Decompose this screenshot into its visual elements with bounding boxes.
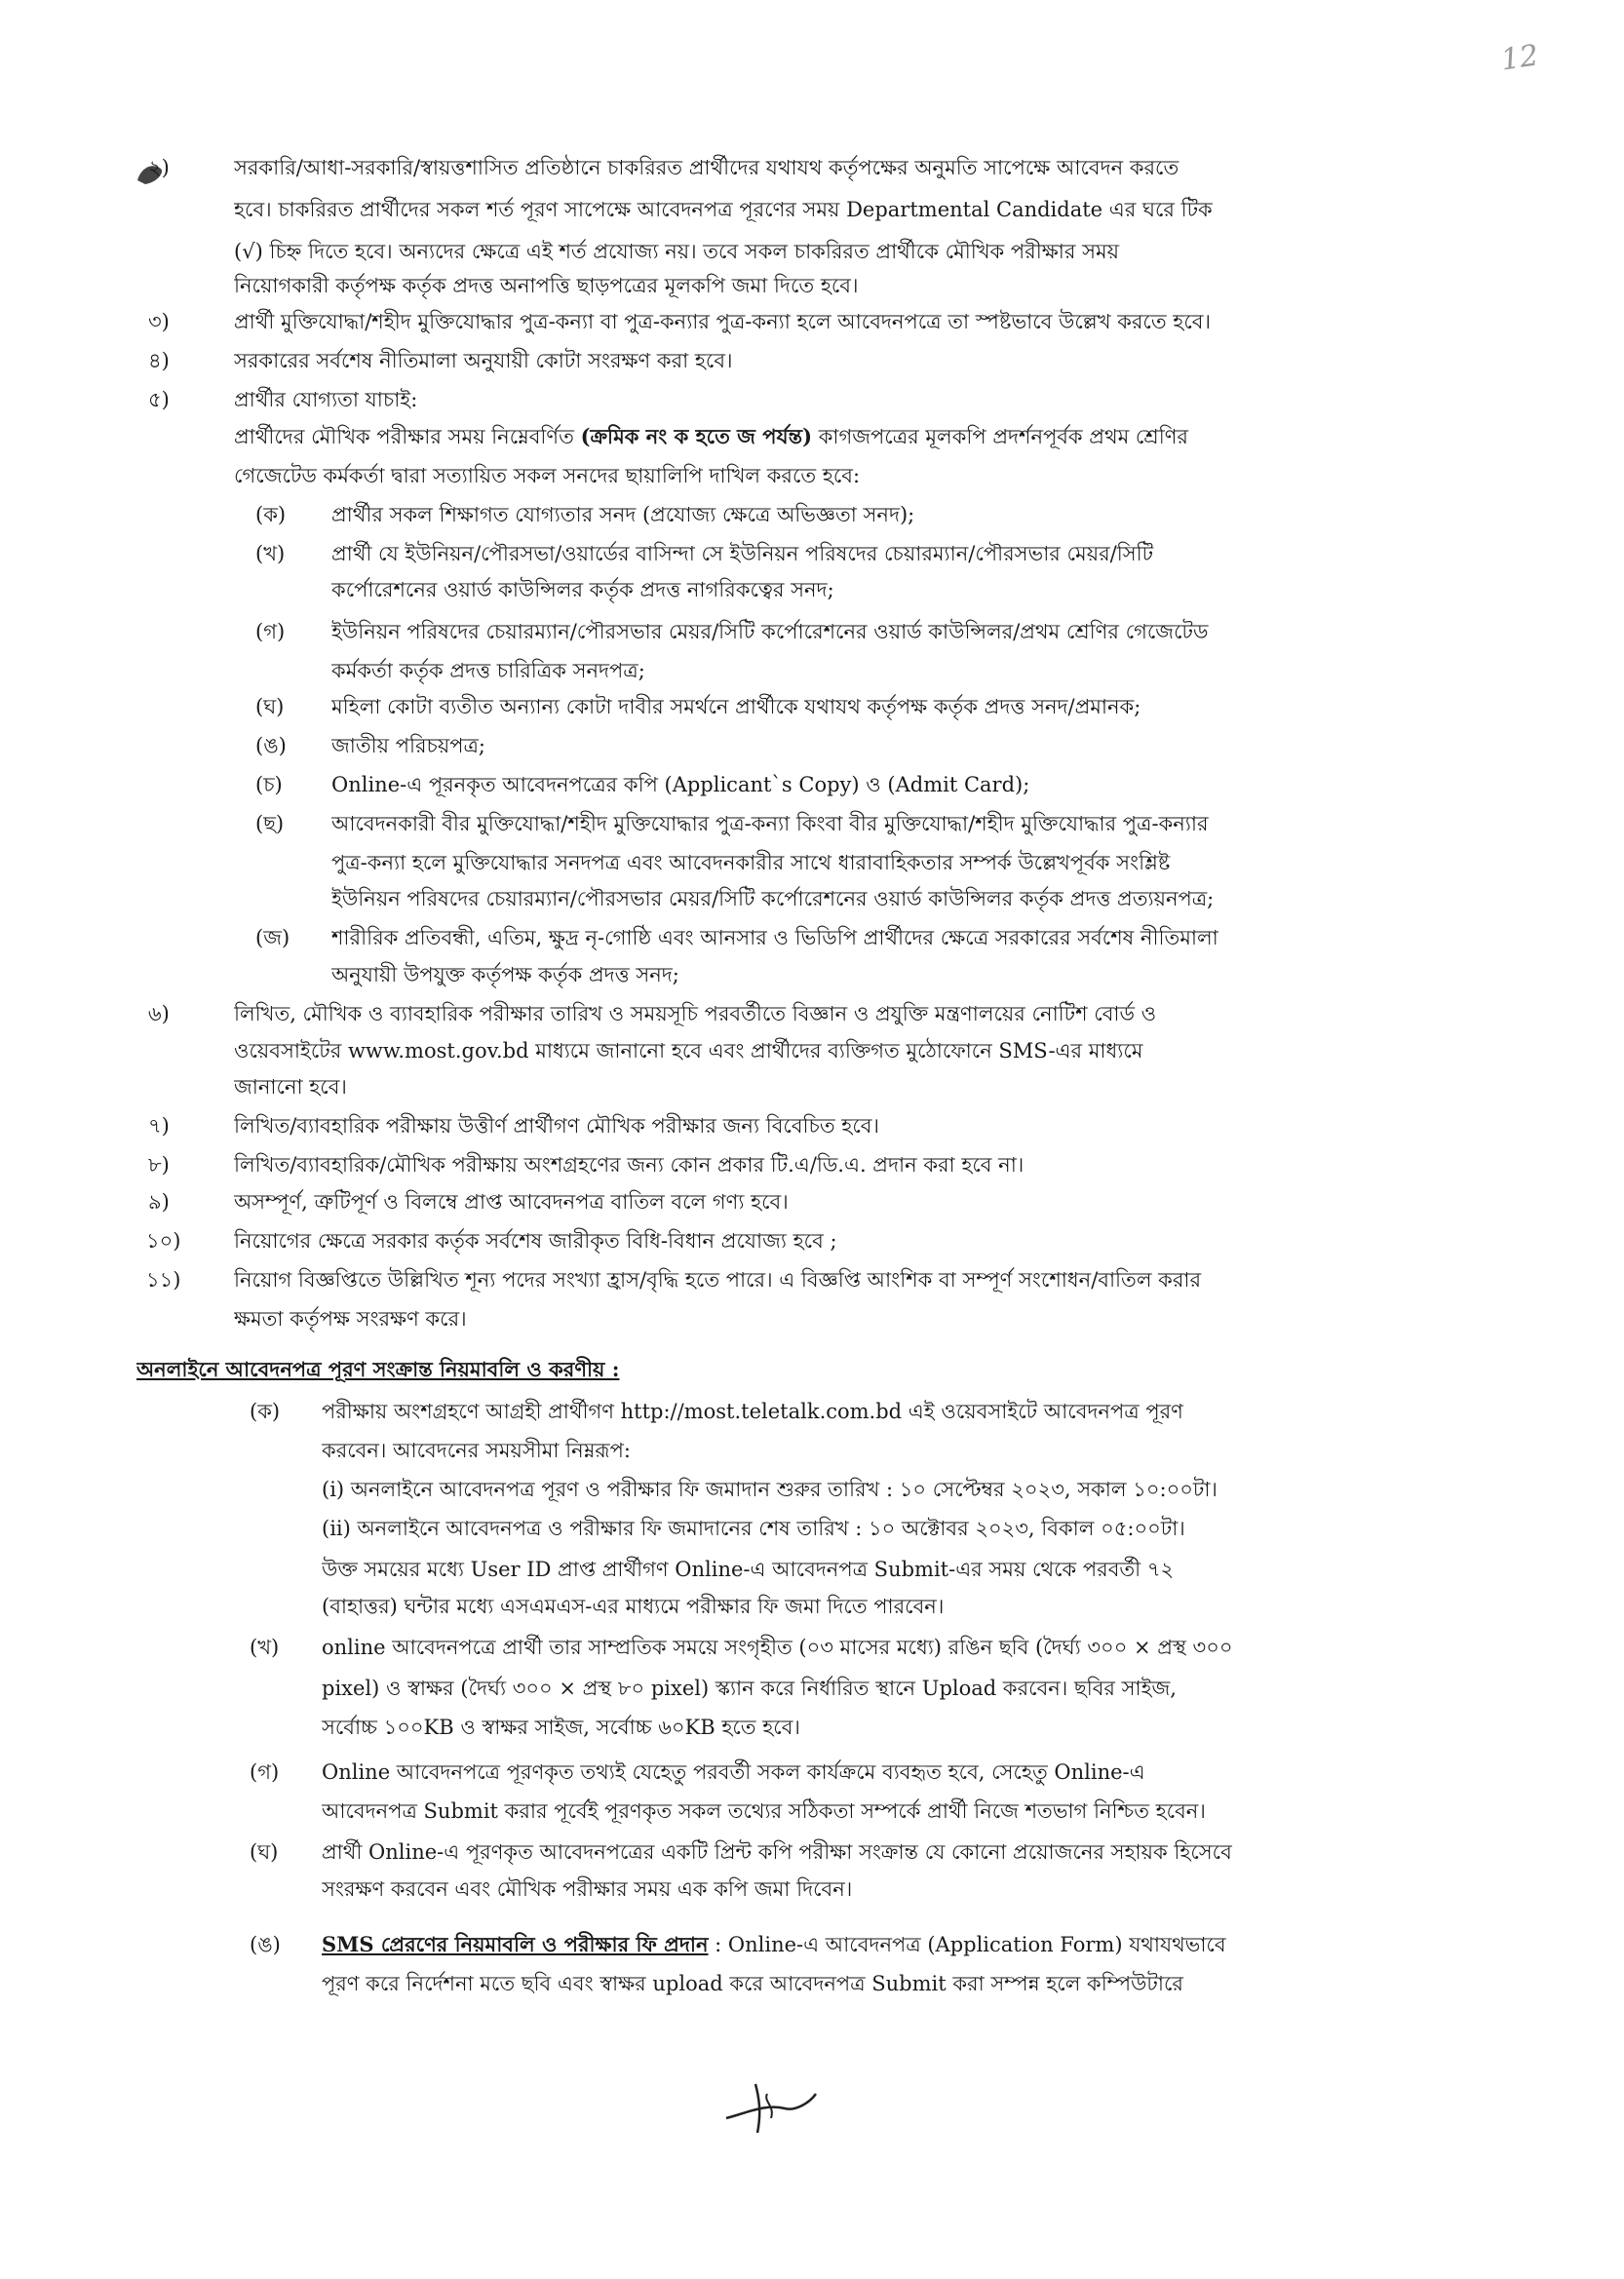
subitem-ja: (জ) শারীরিক প্রতিবন্ধী, এতিম, ক্ষুদ্র নৃ-গোষ্ঠি এবং আনসার ও ভিডিপি প্রার্থীদের ক্ষেত্রে সরকারের সর্বশেষ নীতিমালা — [255, 926, 1218, 949]
sms-rules-heading: SMS প্রেরণের নিয়মাবলি ও পরীক্ষার ফি প্রদান — [322, 1932, 709, 1956]
item-9: ৯) অসম্পূর্ণ, ত্রুটিপূর্ণ ও বিলম্বে প্রাপ্ত আবেদনপত্র বাতিল বলে গণ্য হবে। — [148, 1190, 789, 1214]
item-2-line-4: নিয়োগকারী কর্তৃপক্ষ কর্তৃক প্রদত্ত অনাপত্তি ছাড়পত্রের মূলকপি জমা দিতে হবে। — [234, 274, 859, 297]
online-item-uma-sms: (ঙ) SMS প্রেরণের নিয়মাবলি ও পরীক্ষার ফি প্রদান : Online-এ আবেদনপত্র (Application Form) যথাযথভাবে — [250, 1932, 1226, 1956]
item-5: ৫) প্রার্থীর যোগ্যতা যাচাই: — [148, 388, 418, 411]
subitem-gha: (ঘ) মহিলা কোটা ব্যতীত অন্যান্য কোটা দাবীর সমর্থনে প্রার্থীকে যথাযথ কর্তৃপক্ষ কর্তৃক প্রদত্ত সনদ/প্রমানক; — [255, 695, 1141, 718]
online-item-kha: (খ) online আবেদনপত্রে প্রার্থী তার সাম্প্রতিক সময়ে সংগৃহীত (০৩ মাসের মধ্যে) রঙিন ছবি (দৈর্ঘ্য ৩০০ × প্রস্থ ৩০০ — [250, 1636, 1233, 1659]
item-8: ৮) লিখিত/ব্যাবহারিক/মৌখিক পরীক্ষায় অংশগ্রহণের জন্য কোন প্রকার টি.এ/ডি.এ. প্রদান করা হবে না। — [148, 1153, 1025, 1177]
item-2-line-2: হবে। চাকরিরত প্রার্থীদের সকল শর্ত পূরণ সাপেক্ষে আবেদনপত্র পূরণের সময় Departmental Candidate এর ঘরে টিক — [234, 198, 1213, 221]
item-text: সরকারি/আধা-সরকারি/স্বায়ত্তশাসিত প্রতিষ্ঠানে চাকরিরত প্রার্থীদের যথাযথ কর্তৃপক্ষের অনুমতি সাপেক্ষে আবেদন করতে — [234, 156, 1179, 179]
subitem-uma: (ঙ) জাতীয় পরিচয়পত্র; — [255, 734, 485, 757]
online-item-ka: (ক) পরীক্ষায় অংশগ্রহণে আগ্রহী প্রার্থীগণ http://most.teletalk.com.bd এই ওয়েবসাইটে আবেদনপত্র পূরণ — [250, 1400, 1183, 1423]
subitem-cha: (চ) Online-এ পূরনকৃত আবেদনপত্রের কপি (Applicant`s Copy) ও (Admit Card); — [255, 773, 1030, 796]
item-number: ২) — [148, 156, 170, 179]
subitem-ka: (ক) প্রার্থীর সকল শিক্ষাগত যোগ্যতার সনদ (প্রযোজ্য ক্ষেত্রে অভিজ্ঞতা সনদ); — [255, 503, 915, 526]
item-11: ১১) নিয়োগ বিজ্ঞপ্তিতে উল্লিখিত শূন্য পদের সংখ্যা হ্রাস/বৃদ্ধি হতে পারে। এ বিজ্ঞপ্তি আংশিক বা সম্পূর্ণ সংশোধন/বাতিল করার — [146, 1268, 1202, 1292]
item-6: ৬) লিখিত, মৌখিক ও ব্যাবহারিক পরীক্ষার তারিখ ও সময়সূচি পরবর্তীতে বিজ্ঞান ও প্রযুক্তি মন্ত্রণালয়ের নোটিশ বোর্ড ও — [148, 1002, 1157, 1025]
signature-mark-icon — [716, 2065, 824, 2143]
item-2-line-1 — [0, 148, 1624, 187]
item-10: ১০) নিয়োগের ক্ষেত্রে সরকার কর্তৃক সর্বশেষ জারীকৃত বিধি-বিধান প্রযোজ্য হবে ; — [146, 1229, 837, 1253]
page-corner-mark: 12 — [1498, 38, 1541, 78]
item-3: ৩) প্রার্থী মুক্তিযোদ্ধা/শহীদ মুক্তিযোদ্ধার পুত্র-কন্যা বা পুত্র-কন্যার পুত্র-কন্যা হলে আবেদনপত্রে তা স্পষ্টভাবে উল্লেখ করতে হবে। — [148, 310, 1211, 333]
subitem-ga: (গ) ইউনিয়ন পরিষদের চেয়ারম্যান/পৌরসভার মেয়র/সিটি কর্পোরেশনের ওয়ার্ড কাউন্সিলর/প্রথম শ্রেণির গেজেটেড — [255, 620, 1209, 643]
item-4: ৪) সরকারের সর্বশেষ নীতিমালা অনুযায়ী কোটা সংরক্ষণ করা হবে। — [148, 349, 733, 372]
online-item-gha: (ঘ) প্রার্থী Online-এ পূরণকৃত আবেদনপত্রের একটি প্রিন্ট কপি পরীক্ষা সংক্রান্ত যে কোনো প্রয়োজনের সহায়ক হিসেবে — [250, 1840, 1232, 1864]
item-7: ৭) লিখিত/ব্যাবহারিক পরীক্ষায় উত্তীর্ণ প্রার্থীগণ মৌখিক পরীক্ষার জন্য বিবেচিত হবে। — [148, 1114, 879, 1138]
online-item-ga: (গ) Online আবেদনপত্রে পূরণকৃত তথ্যই যেহেতু পরবর্তী সকল কার্যক্রমে ব্যবহৃত হবে, সেহেতু Online-এ — [250, 1760, 1145, 1784]
online-section-heading: অনলাইনে আবেদনপত্র পূরণ সংক্রান্ত নিয়মাবলি ও করণীয় : — [136, 1357, 620, 1381]
item-2-line-3: (√) চিহ্ন দিতে হবে। অন্যদের ক্ষেত্রে এই শর্ত প্রযোজ্য নয়। তবে সকল চাকরিরত প্রার্থীকে মৌখিক পরীক্ষার সময় — [234, 240, 1119, 263]
bold-range: (ক্রমিক নং ক হতে জ পর্যন্ত) — [580, 424, 813, 448]
subitem-kha: (খ) প্রার্থী যে ইউনিয়ন/পৌরসভা/ওয়ার্ডের বাসিন্দা সে ইউনিয়ন পরিষদের চেয়ারম্যান/পৌরসভার মেয়র/সিটি — [255, 542, 1154, 565]
document-page: 12 ২) সরকারি/আধা-সরকারি/স্বায়ত্তশাসিত প্রতিষ্ঠানে চাকরিরত প্রার্থীদের যথাযথ কর্তৃপক্ষের অনুমতি সাপেক্ষে আবেদন করতে হবে। চাকরিরত প্রার্থীদের সকল শর্ত পূরণ সাপেক্ষে আবেদনপত্র পূরণের সময় Departmental Candidate এর ঘরে টিক (√) চিহ্ন দিতে হবে। অন্যদের ক্ষেত্রে এই শর্ত প্রযোজ্য নয়। তবে সকল চাকরিরত প্রার্থীকে মৌখিক পরীক্ষার সময় নিয়োগকারী কর্তৃপক্ষ কর্তৃক প্রদত্ত অনাপত্তি ছাড়পত্রের মূলকপি জমা দিতে হবে। ৩) প্রার্থী মুক্তিযোদ্ধা/শহীদ মুক্তিযোদ্ধার পুত্র-কন্যা বা পুত্র-কন্যার পুত্র-কন্যা হলে আবেদনপত্রে তা স্পষ্টভাবে উল্লেখ করতে হবে। ৪) সরকারের সর্বশেষ নীতিমালা অনুযায়ী কোটা সংরক্ষণ করা হবে। ৫) প্রার্থীর যোগ্যতা যাচাই: প্রার্থীদের মৌখিক পরীক্ষার সময় নিম্নেবর্ণিত (ক্রমিক নং ক হতে জ পর্যন্ত) কাগজপত্রের মূলকপি প্রদর্শনপূর্বক প্রথম শ্রেণির গেজেটেড কর্মকর্তা দ্বারা সত্যায়িত সকল সনদের ছায়ালিপি দাখিল করতে হবে: (ক) প্রার্থীর সকল শিক্ষাগত যোগ্যতার সনদ (প্রযোজ্য ক্ষেত্রে অভিজ্ঞতা সনদ); (খ) প্রার্থী যে ইউনিয়ন/পৌরসভা/ওয়ার্ডের বাসিন্দা সে ইউনিয়ন পরিষদের চেয়ারম্যান/পৌরসভার মেয়র/সিটি কর্পোরেশনের ওয়ার্ড কাউন্সিলর কর্তৃক প্রদত্ত নাগরিকত্বের সনদ; (গ) ইউনিয়ন পরিষদের চেয়ারম্যান/পৌরসভার মেয়র/সিটি কর্পোরেশনের ওয়ার্ড কাউন্সিলর/প্রথম শ্রেণির গেজেটেড কর্মকর্তা কর্তৃক প্রদত্ত চারিত্রিক সনদপত্র; (ঘ) মহিলা কোটা ব্যতীত অন্যান্য কোটা দাবীর সমর্থনে প্রার্থীকে যথাযথ কর্তৃপক্ষ কর্তৃক প্রদত্ত সনদ/প্রমানক; (ঙ) জাতীয় পরিচয়পত্র; (চ) Online-এ পূরনকৃত আবেদনপত্রের কপি (Applicant`s Copy) ও (Admit Card); (ছ) আবেদনকারী বীর মুক্তিযোদ্ধা/শহীদ মুক্তিযোদ্ধার পুত্র-কন্যা কিংবা বীর মুক্তিযোদ্ধা/শহীদ মুক্তিযোদ্ধার পুত্র-কন্যার পুত্র-কন্যা হলে মুক্তিযোদ্ধার সনদপত্র এবং আবেদনকারীর সাথে ধারাবাহিকতার সম্পর্ক উল্লেখপূর্বক সংশ্লিষ্ট ইউনিয়ন পরিষদের চেয়ারম্যান/পৌরসভার মেয়র/সিটি কর্পোরেশনের ওয়ার্ড কাউন্সিলর কর্তৃক প্রদত্ত প্রত্যয়নপত্র; (জ) শারীরিক প্রতিবন্ধী, এতিম, ক্ষুদ্র নৃ-গোষ্ঠি এবং আনসার ও ভিডিপি প্রার্থীদের ক্ষেত্রে সরকারের সর্বশেষ নীতিমালা অনুযায়ী উপযুক্ত কর্তৃপক্ষ কর্তৃক প্রদত্ত সনদ; ৬) লিখিত, মৌখিক ও ব্যাবহারিক পরীক্ষার তারিখ ও সময়সূচি পরবর্তীতে বিজ্ঞান ও প্রযুক্তি মন্ত্রণালয়ের নোটিশ বোর্ড ও ওয়েবসাইটের www.most.gov.bd মাধ্যমে জানানো হবে এবং প্রার্থীদের ব্যক্তিগত মুঠোফোনে SMS-এর মাধ্যমে জানানো হবে। ৭) লিখিত/ব্যাবহারিক পরীক্ষায় উত্তীর্ণ প্রার্থীগণ মৌখিক পরীক্ষার জন্য বিবেচিত হবে। ৮) লিখিত/ব্যাবহারিক/মৌখিক পরীক্ষায় অংশগ্রহণের জন্য কোন প্রকার টি.এ/ডি.এ. প্রদান করা হবে না। ৯) অসম্পূর্ণ, ত্রুটিপূর্ণ ও বিলম্বে প্রাপ্ত আবেদনপত্র বাতিল বলে গণ্য হবে। ১০) নিয়োগের ক্ষেত্রে সরকার কর্তৃক সর্বশেষ জারীকৃত বিধি-বিধান প্রযোজ্য হবে ; ১১) নিয়োগ বিজ্ঞপ্তিতে উল্লিখিত শূন্য পদের সংখ্যা হ্রাস/বৃদ্ধি হতে পারে। এ বিজ্ঞপ্তি আংশিক বা সম্পূর্ণ সংশোধন/বাতিল করার ক্ষমতা কর্তৃপক্ষ সংরক্ষণ করে। অনলাইনে আবেদনপত্র পূরণ সংক্রান্ত নিয়মাবলি ও করণীয় : (ক) পরীক্ষায় অংশগ্রহণে আগ্রহী প্রার্থীগণ http://most.teletalk.com.bd এই ওয়েবসাইটে আবেদনপত্র পূরণ করবেন। আবেদনের সময়সীমা নিম্নরূপ: (i) অনলাইনে আবেদনপত্র পূরণ ও পরীক্ষার ফি জমাদান শুরুর তারিখ : ১০ সেপ্টেম্বর ২০২৩, সকাল ১০:০০টা। (ii) অনলাইনে আবেদনপত্র ও পরীক্ষার ফি জমাদানের শেষ তারিখ : ১০ অক্টোবর ২০২৩, বিকাল ০৫:০০টা। উক্ত সময়ের মধ্যে User ID প্রাপ্ত প্রার্থীগণ Online-এ আবেদনপত্র Submit-এর সময় থেকে পরবর্তী ৭২ (বাহাত্তর) ঘন্টার মধ্যে এসএমএস-এর মাধ্যমে পরীক্ষার ফি জমা দিতে পারবেন। (খ) online আবেদনপত্রে প্রার্থী তার সাম্প্রতিক সময়ে সংগৃহীত (০৩ মাসের মধ্যে) রঙিন ছবি (দৈর্ঘ্য ৩০০ × প্রস্থ ৩০০ pixel) ও স্বাক্ষর (দৈর্ঘ্য ৩০০ × প্রস্থ ৮০ pixel) স্ক্যান করে নির্ধারিত স্থানে Upload করবেন। ছবির সাইজ, সর্বোচ্চ ১০০KB ও স্বাক্ষর সাইজ, সর্বোচ্চ ৬০KB হতে হবে। (গ) Online আবেদনপত্রে পূরণকৃত তথ্যই যেহেতু পরবর্তী সকল কার্যক্রমে ব্যবহৃত হবে, সেহেতু Online-এ আবেদনপত্র Submit করার পূর্বেই পূরণকৃত সকল তথ্যের সঠিকতা সম্পর্কে প্রার্থী নিজে শতভাগ নিশ্চিত হবেন। (ঘ) প্রার্থী Online-এ পূরণকৃত আবেদনপত্রের একটি প্রিন্ট কপি পরীক্ষা সংক্রান্ত যে কোনো প্রয়োজনের সহায়ক হিসেবে সংরক্ষণ করবেন এবং মৌখিক পরীক্ষার সময় এক কপি জমা দিবেন। (ঙ) SMS প্রেরণের নিয়মাবলি ও পরীক্ষার ফি প্রদান : Online-এ আবেদনপত্র (Application Form) যথাযথভাবে পূরণ করে নির্দেশনা মতে ছবি এবং স্বাক্ষর upload করে আবেদনপত্র Submit করা সম্পন্ন হলে কম্পিউটারে — [0, 0, 1624, 2279]
subitem-chha: (ছ) আবেদনকারী বীর মুক্তিযোদ্ধা/শহীদ মুক্তিযোদ্ধার পুত্র-কন্যা কিংবা বীর মুক্তিযোদ্ধা/শহীদ মুক্তিযোদ্ধার পুত্র-কন্যার — [255, 812, 1209, 835]
item-5-intro-line-1: প্রার্থীদের মৌখিক পরীক্ষার সময় নিম্নেবর্ণিত (ক্রমিক নং ক হতে জ পর্যন্ত) কাগজপত্রের মূলকপি প্রদর্শনপূর্বক প্রথম শ্রেণির — [234, 424, 1188, 448]
item-5-intro-line-2: গেজেটেড কর্মকর্তা দ্বারা সত্যায়িত সকল সনদের ছায়ালিপি দাখিল করতে হবে: — [234, 464, 861, 487]
